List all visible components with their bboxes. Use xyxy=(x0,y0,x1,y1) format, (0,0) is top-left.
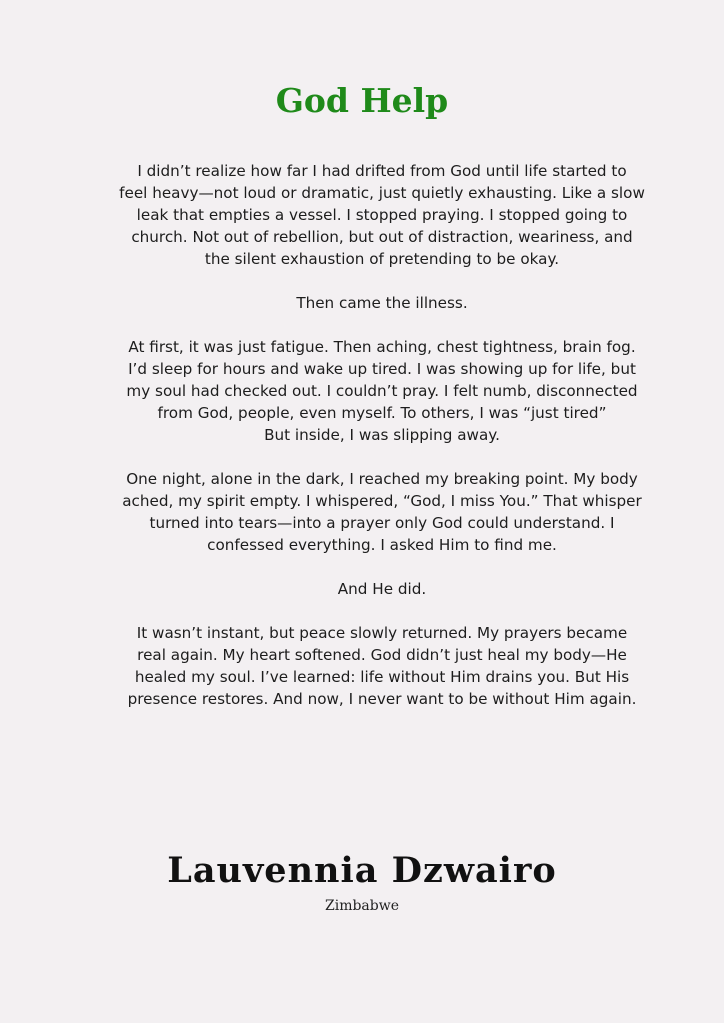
paragraph xyxy=(90,622,674,710)
text-line: But inside, I was slipping away. xyxy=(264,426,500,444)
text-line: feel heavy—not loud or dramatic, just quietly exhausting. Like a slow xyxy=(119,184,645,202)
text-line: One night, alone in the dark, I reached my breaking point. My body xyxy=(126,470,638,488)
text-line: my soul had checked out. I couldn’t pray. I felt numb, disconnected xyxy=(126,382,638,400)
text-line: leak that empties a vessel. I stopped praying. I stopped going to xyxy=(136,206,628,224)
text-line: confessed everything. I asked Him to find me. xyxy=(207,536,557,554)
text-line: I’d sleep for hours and wake up tired. I was showing up for life, but xyxy=(128,360,636,378)
text-line: presence restores. And now, I never want to be without Him again. xyxy=(127,690,637,708)
paragraph xyxy=(90,468,674,556)
story-body xyxy=(90,160,674,732)
author-name: Lauvennia Dzwairo xyxy=(167,850,557,891)
text-line: turned into tears—into a prayer only God could understand. I xyxy=(149,514,615,532)
text-line: At first, it was just fatigue. Then aching, chest tightness, brain fog. xyxy=(128,338,636,356)
text-line: And He did. xyxy=(337,580,427,598)
text-line: I didn’t realize how far I had drifted from God until life started to xyxy=(137,162,627,180)
text-line: from God, people, even myself. To others, I was “just tired” xyxy=(157,404,607,422)
text-line: Then came the illness. xyxy=(296,294,468,312)
paragraph xyxy=(90,160,674,270)
text-line: healed my soul. I’ve learned: life without Him drains you. But His xyxy=(134,668,630,686)
author-country: Zimbabwe xyxy=(324,898,400,914)
text-line: real again. My heart softened. God didn’t just heal my body—He xyxy=(137,646,627,664)
text-line: church. Not out of rebellion, but out of distraction, weariness, and xyxy=(131,228,633,246)
paragraph xyxy=(90,578,674,600)
text-line: the silent exhaustion of pretending to be okay. xyxy=(204,250,560,268)
paragraph xyxy=(90,336,674,446)
paragraph xyxy=(90,292,674,314)
page-title: God Help xyxy=(275,81,449,120)
text-line: It wasn’t instant, but peace slowly returned. My prayers became xyxy=(136,624,628,642)
text-line: ached, my spirit empty. I whispered, “God, I miss You.” That whisper xyxy=(122,492,642,510)
